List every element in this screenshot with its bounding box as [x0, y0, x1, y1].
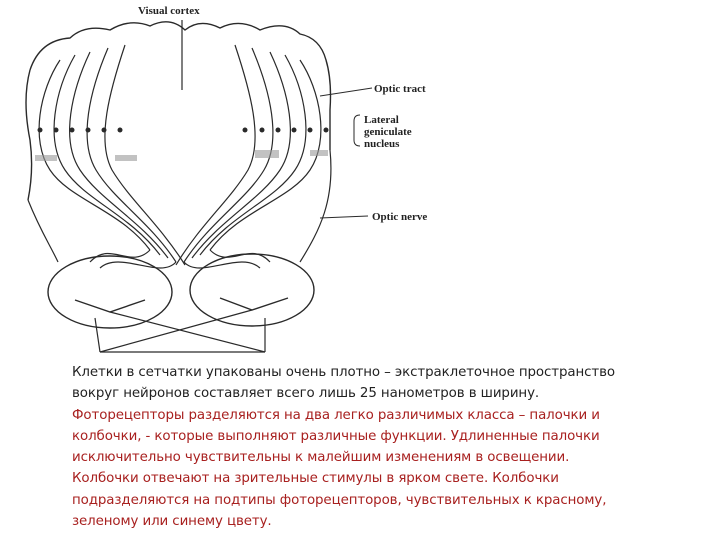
label-optic-tract: Optic tract: [374, 83, 426, 95]
visual-cortex-outline: [30, 22, 331, 150]
caption-line: Клетки в сетчатки упакованы очень плотно – экстраклеточное пространство: [72, 365, 615, 380]
caption-line: исключительно чувствительны к малейшим изменениям в освещении.: [72, 450, 570, 466]
lgn-marks: [38, 128, 329, 133]
right-eye: [190, 254, 314, 326]
label-visual-cortex: Visual cortex: [138, 5, 200, 17]
caption-line: подразделяются на подтипы фоторецепторов, чувствительных к красному,: [72, 492, 607, 508]
caption-line: Колбочки отвечают на зрительные стимулы в ярком свете. Колбочки: [72, 471, 559, 487]
caption-line: Фоторецепторы разделяются на два легко различимых класса – палочки и: [72, 407, 600, 423]
caption-line: вокруг нейронов составляет всего лишь 25 нанометров в ширину.: [72, 386, 540, 402]
visual-field-lines: [95, 310, 265, 352]
caption-text: [72, 362, 672, 532]
label-optic-nerve: Optic nerve: [372, 211, 428, 223]
label-lgn-line2: geniculate: [364, 126, 412, 138]
label-lgn-line1: Lateral: [364, 114, 399, 126]
caption-line: зеленому или синему цвету.: [72, 514, 272, 530]
cortex-left-edge: [26, 70, 32, 200]
optic-tract-fibers: [28, 45, 331, 268]
caption-line: колбочки, - которые выполняют различные функции. Удлиненные палочки: [72, 428, 600, 444]
left-eye: [48, 256, 172, 328]
lgn-gray-patches: [35, 150, 328, 161]
label-lgn-line3: nucleus: [364, 138, 400, 150]
